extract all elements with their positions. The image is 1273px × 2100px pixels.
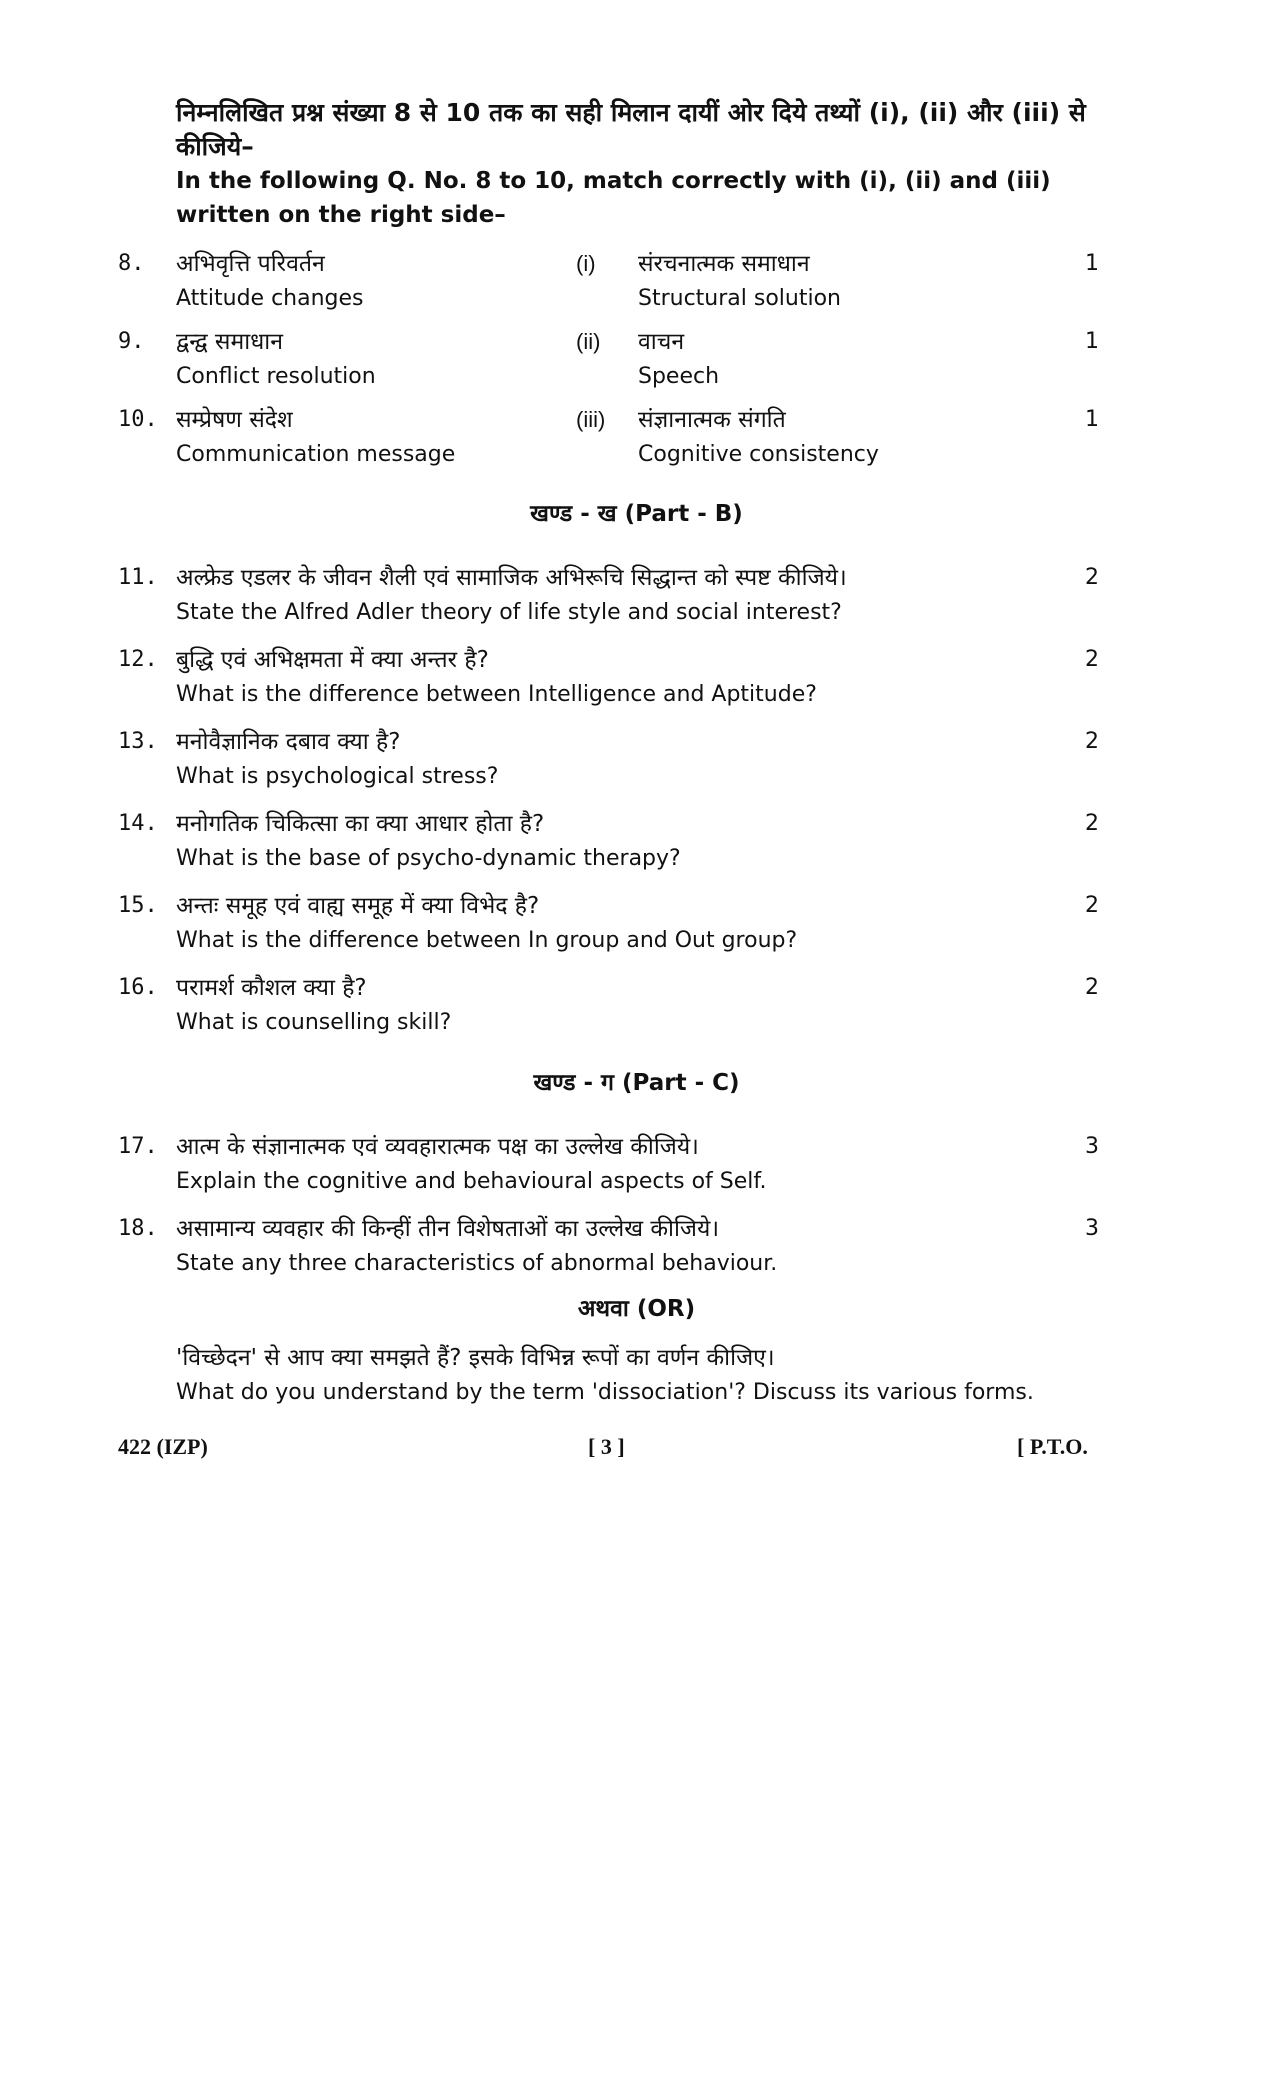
paper-code: 422 (IZP)	[118, 1434, 208, 1459]
instructions-english: In the following Q. No. 8 to 10, match correctly with (i), (ii) and (iii) written on the right side–	[176, 168, 1051, 228]
question-hindi: परामर्श कौशल क्या है?	[176, 975, 367, 1001]
question-item	[118, 642, 1118, 718]
section-heading: खण्ड - ग (Part - C)	[533, 1070, 740, 1096]
instructions-hindi: निम्नलिखित प्रश्न संख्या 8 से 10 तक का सही मिलान दायीं ओर दिये तथ्यों (i), (ii) और (iii) से कीजिये–	[176, 98, 1086, 161]
question-number: 16.	[118, 975, 158, 1000]
or-question	[176, 1340, 1136, 1410]
part-b-heading	[0, 497, 1273, 531]
match-left-hindi: द्वन्द्व समाधान	[176, 329, 284, 355]
question-number: 17.	[118, 1134, 158, 1159]
page-footer	[0, 1430, 1273, 1464]
pto-label: [ P.T.O.	[1017, 1434, 1088, 1459]
match-left-hindi: सम्प्रेषण संदेश	[176, 407, 293, 433]
marks: 1	[1085, 329, 1099, 354]
question-item	[118, 806, 1118, 882]
question-english: Explain the cognitive and behavioural aspects of Self.	[176, 1169, 767, 1194]
question-english: What is counselling skill?	[176, 1010, 452, 1035]
marks: 2	[1085, 811, 1099, 836]
question-english: State the Alfred Adler theory of life style and social interest?	[176, 600, 842, 625]
marks: 2	[1085, 975, 1099, 1000]
match-instructions	[176, 96, 1116, 232]
match-left-english: Conflict resolution	[176, 364, 376, 389]
question-hindi: मनोगतिक चिकित्सा का क्या आधार होता है?	[176, 811, 545, 837]
marks: 1	[1085, 407, 1099, 432]
marks: 1	[1085, 251, 1099, 276]
or-label: अथवा (OR)	[577, 1296, 696, 1322]
match-right-english: Structural solution	[638, 286, 841, 311]
question-item	[118, 970, 1118, 1046]
question-number: 12.	[118, 647, 158, 672]
match-right-english: Speech	[638, 364, 720, 389]
question-number: 10.	[118, 407, 158, 432]
question-item	[118, 888, 1118, 964]
marks: 3	[1085, 1216, 1099, 1241]
question-hindi: असामान्य व्यवहार की किन्हीं तीन विशेषताओं का उल्लेख कीजिये।	[176, 1216, 720, 1242]
match-left-hindi: अभिवृत्ति परिवर्तन	[176, 251, 325, 277]
question-english: What is the difference between Intelligence and Aptitude?	[176, 682, 817, 707]
question-number: 15.	[118, 893, 158, 918]
question-number: 11.	[118, 565, 158, 590]
marks: 3	[1085, 1134, 1099, 1159]
match-right-hindi: वाचन	[638, 329, 685, 355]
part-c-heading	[0, 1066, 1273, 1100]
match-right-hindi: संज्ञानात्मक संगति	[638, 407, 786, 433]
question-number: 14.	[118, 811, 158, 836]
question-number: 9.	[118, 329, 145, 354]
question-english: What is the base of psycho-dynamic therapy?	[176, 846, 681, 871]
question-item	[118, 560, 1118, 636]
question-hindi: मनोवैज्ञानिक दबाव क्या है?	[176, 729, 401, 755]
question-hindi: आत्म के संज्ञानात्मक एवं व्यवहारात्मक पक्ष का उल्लेख कीजिये।	[176, 1134, 699, 1160]
match-option-label: (iii)	[576, 407, 606, 432]
marks: 2	[1085, 565, 1099, 590]
marks: 2	[1085, 647, 1099, 672]
match-option-label: (ii)	[576, 329, 601, 354]
marks: 2	[1085, 893, 1099, 918]
question-hindi: अल्फ्रेड एडलर के जीवन शैली एवं सामाजिक अभिरूचि सिद्धान्त को स्पष्ट कीजिये।	[176, 565, 847, 591]
question-english: What is psychological stress?	[176, 764, 499, 789]
section-heading: खण्ड - ख (Part - B)	[530, 501, 743, 527]
question-number: 13.	[118, 729, 158, 754]
question-hindi: बुद्धि एवं अभिक्षमता में क्या अन्तर है?	[176, 647, 489, 673]
question-number: 8.	[118, 251, 145, 276]
match-option-label: (i)	[576, 251, 596, 276]
marks: 2	[1085, 729, 1099, 754]
question-hindi: अन्तः समूह एवं वाह्य समूह में क्या विभेद है?	[176, 893, 540, 919]
match-right-english: Cognitive consistency	[638, 442, 879, 467]
match-item	[118, 246, 1118, 322]
match-left-english: Attitude changes	[176, 286, 364, 311]
question-item	[118, 1129, 1118, 1205]
match-item	[118, 324, 1118, 400]
page-number: [ 3 ]	[588, 1434, 625, 1459]
question-english: What is the difference between In group and Out group?	[176, 928, 798, 953]
match-right-hindi: संरचनात्मक समाधान	[638, 251, 810, 277]
match-left-english: Communication message	[176, 442, 456, 467]
match-item	[118, 402, 1118, 478]
question-item	[118, 724, 1118, 800]
question-number: 18.	[118, 1216, 158, 1241]
or-question-hindi: 'विच्छेदन' से आप क्या समझते हैं? इसके विभिन्न रूपों का वर्णन कीजिए।	[176, 1345, 775, 1371]
question-item	[118, 1211, 1118, 1287]
or-question-english: What do you understand by the term 'dissociation'? Discuss its various forms.	[176, 1380, 1034, 1405]
or-heading	[0, 1292, 1273, 1326]
question-english: State any three characteristics of abnormal behaviour.	[176, 1251, 778, 1276]
